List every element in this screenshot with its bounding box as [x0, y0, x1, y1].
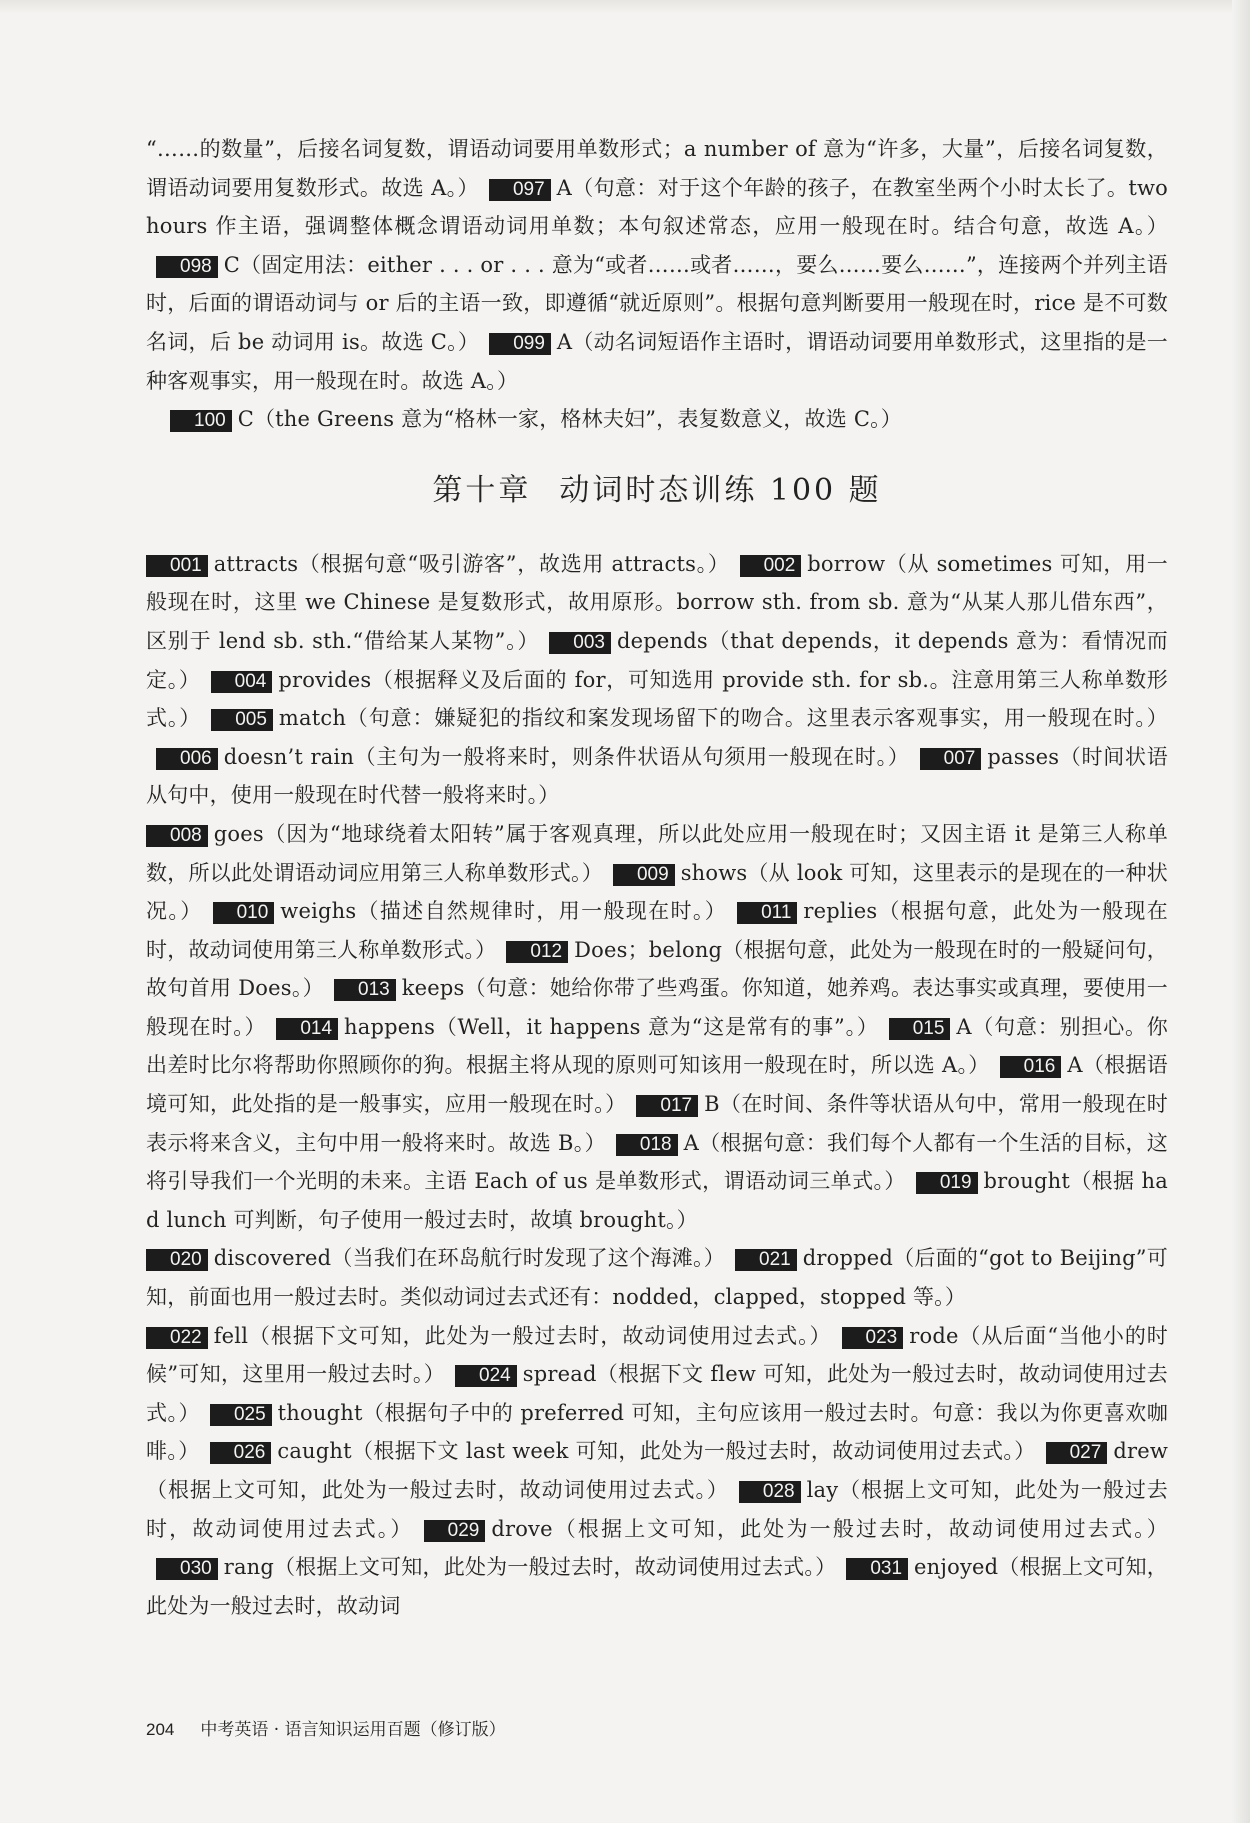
chapter-title — [146, 461, 1168, 521]
answer-number-badge: 018 — [616, 1134, 678, 1156]
page-number: 204 — [146, 1720, 175, 1739]
page-footer — [146, 1715, 506, 1740]
answer-text: Does；belong（根据句意，此处为一般现在时的一般疑问句，故句首用 Does。） — [146, 937, 1169, 1001]
answer-number-badge: 004 — [211, 671, 273, 693]
answer-number-badge: 012 — [506, 941, 568, 963]
answer-number-badge: 026 — [210, 1442, 272, 1464]
answer-text: passes（时间状语从句中，使用一般现在时代替一般将来时。） — [146, 744, 1168, 808]
answer-text: spread（根据下文 flew 可知，此处为一般过去时，故动词使用过去式。） — [146, 1362, 1168, 1425]
answer-text: A（动名词短语作主语时，谓语动词要用单数形式，这里指的是一种客观事实，用一般现在时。故选 A。） — [146, 329, 1168, 393]
answer-number-badge: 001 — [146, 555, 208, 577]
answer-number-badge: 006 — [156, 748, 218, 770]
answer-number-badge: 017 — [636, 1095, 698, 1117]
answer-text: A（根据句意：我们每个人都有一个生活的目标，这将引导我们一个光明的未来。主语 Each of us 是单数形式，谓语动词三单式。） — [146, 1130, 1168, 1194]
answer-number-badge: 020 — [146, 1249, 208, 1271]
answer-text: rang（根据上文可知，此处为一般过去时，故动词使用过去式。） — [223, 1555, 837, 1580]
answer-number-badge: 031 — [846, 1558, 908, 1580]
answer-text: caught（根据下文 last week 可知，此处为一般过去时，故动词使用过去式。） — [277, 1439, 1036, 1464]
answer-number-badge: 019 — [916, 1172, 978, 1194]
answer-text: C（the Greens 意为“格林一家，格林夫妇”，表复数意义，故选 C。） — [237, 407, 902, 432]
answer-text: replies（根据句意，此处为一般现在时，故动词使用第三人称单数形式。） — [146, 899, 1168, 962]
answer-text: happens（Well，it happens 意为“这是常有的事”。） — [344, 1014, 879, 1039]
book-title: 中考英语 · 语言知识运用百题（修订版） — [200, 1720, 506, 1740]
answer-number-badge: 010 — [213, 902, 275, 924]
answer-text: match（句意：嫌疑犯的指纹和案发现场留下的吻合。这里表示客观事实，用一般现在时。） — [278, 706, 1168, 731]
answer-number-badge: 024 — [455, 1365, 517, 1387]
answer-number-badge: 003 — [549, 632, 611, 654]
answer-text: B（在时间、条件等状语从句中，常用一般现在时表示将来含义，主句中用一般将来时。故选 B。） — [146, 1092, 1168, 1155]
answer-text: goes（因为“地球绕着太阳转”属于客观真理，所以此处应用一般现在时；又因主语 it 是第三人称单数，所以此处谓语动词应用第三人称单数形式。） — [146, 821, 1168, 885]
answer-text: lay（根据上文可知，此处为一般过去时，故动词使用过去式。） — [146, 1478, 1168, 1541]
page-content — [146, 130, 1168, 1625]
answer-text: C（固定用法：either . . . or . . . 意为“或者……或者……，要么……要么……”，连接两个并列主语时，后面的谓语动词与 or 后的主语一致，即遵循“就近原则”。根据句意判断要用一般现在时，rice 是不可数名词，后 be 动词用 is。故选 C。） — [146, 252, 1168, 354]
answer-text: weighs（描述自然规律时，用一般现在时。） — [280, 899, 728, 924]
answer-number-badge: 099 — [489, 333, 551, 355]
answer-text: drew（根据上文可知，此处为一般过去时，故动词使用过去式。） — [146, 1439, 1168, 1502]
chapter-number: 第十章 — [432, 472, 532, 508]
chapter-heading: 动词时态训练 100 题 — [559, 472, 882, 508]
answer-text: keeps（句意：她给你带了些鸡蛋。你知道，她养鸡。表达事实或真理，要使用一般现在时。） — [146, 976, 1169, 1039]
answer-number-badge: 030 — [156, 1558, 218, 1580]
answer-number-badge: 027 — [1046, 1442, 1108, 1464]
answer-number-badge: 013 — [334, 979, 396, 1001]
answer-number-badge: 028 — [739, 1481, 801, 1503]
answer-number-badge: 023 — [842, 1327, 904, 1349]
answer-number-badge: 029 — [424, 1520, 486, 1542]
answer-paragraph — [146, 1317, 1168, 1626]
answer-number-badge: 014 — [276, 1018, 338, 1040]
answer-number-badge: 002 — [740, 555, 802, 577]
answer-number-badge: 011 — [737, 902, 797, 924]
answer-text: discovered（当我们在环岛航行时发现了这个海滩。） — [213, 1246, 726, 1271]
answer-number-badge: 025 — [210, 1404, 272, 1426]
answer-line — [146, 400, 1168, 439]
answer-text: brought（根据 had lunch 可判断，句子使用一般过去时，故填 brought。） — [146, 1169, 1168, 1232]
answer-text: dropped（后面的“got to Beijing”可知，前面也用一般过去时。类似动词过去式还有：nodded，clapped，stopped 等。） — [146, 1246, 1168, 1310]
answer-text: provides（根据释义及后面的 for，可知选用 provide sth. for sb.。注意用第三人称单数形式。） — [146, 667, 1168, 731]
answer-paragraph — [146, 815, 1168, 1240]
answer-paragraph — [146, 1239, 1168, 1316]
answer-number-badge: 097 — [489, 179, 551, 201]
answer-text: drove（根据上文可知，此处为一般过去时，故动词使用过去式。） — [491, 1516, 1168, 1541]
answer-number-badge: 009 — [613, 864, 675, 886]
answer-text: depends（that depends，it depends 意为：看情况而定。） — [146, 628, 1168, 692]
answer-text: borrow（从 sometimes 可知，用一般现在时，这里 we Chinese 是复数形式，故用原形。borrow sth. from sb. 意为“从某人那儿借东西”，区别于 lend sb. sth.“借给某人某物”。） — [146, 551, 1168, 653]
answer-text: attracts（根据句意“吸引游客”，故选用 attracts。） — [213, 551, 730, 576]
answer-number-badge: 008 — [146, 825, 208, 847]
answer-text: A（句意：别担心。你出差时比尔将帮助你照顾你的狗。根据主将从现的原则可知该用一般现在时，所以选 A。） — [146, 1014, 1169, 1078]
answer-text: enjoyed（根据上文可知，此处为一般过去时，故动词 — [146, 1555, 1168, 1618]
answer-number-badge: 016 — [1000, 1056, 1062, 1078]
answer-number-badge: 100 — [170, 410, 232, 432]
answer-number-badge: 021 — [735, 1249, 797, 1271]
answer-text: shows（从 look 可知，这里表示的是现在的一种状况。） — [146, 860, 1168, 924]
answer-text: thought（根据句子中的 preferred 可知，主句应该用一般过去时。句意：我以为你更喜欢咖啡。） — [146, 1400, 1168, 1464]
answer-text: fell（根据下文可知，此处为一般过去时，故动词使用过去式。） — [213, 1323, 832, 1348]
answer-paragraph — [146, 545, 1168, 815]
previous-chapter-answers — [146, 130, 1168, 400]
answer-text: A（句意：对于这个年龄的孩子，在教室坐两个小时太长了。two hours 作主语，强调整体概念谓语动词用单数；本句叙述常态，应用一般现在时。结合句意，故选 A。） — [146, 175, 1168, 239]
answer-number-badge: 022 — [146, 1327, 208, 1349]
answer-text: rode（从后面“当他小的时候”可知，这里用一般过去时。） — [146, 1323, 1168, 1387]
answer-number-badge: 098 — [156, 256, 218, 278]
answer-text: doesn’t rain（主句为一般将来时，则条件状语从句须用一般现在时。） — [223, 744, 910, 769]
answer-number-badge: 005 — [211, 709, 273, 731]
answer-text: “……的数量”，后接名词复数，谓语动词要用单数形式；a number of 意为“许多，大量”，后接名词复数，谓语动词要用复数形式。故选 A。） — [146, 137, 1168, 200]
answer-number-badge: 007 — [920, 748, 982, 770]
answer-text: A（根据语境可知，此处指的是一般事实，应用一般现在时。） — [146, 1053, 1168, 1117]
answer-number-badge: 015 — [889, 1018, 951, 1040]
